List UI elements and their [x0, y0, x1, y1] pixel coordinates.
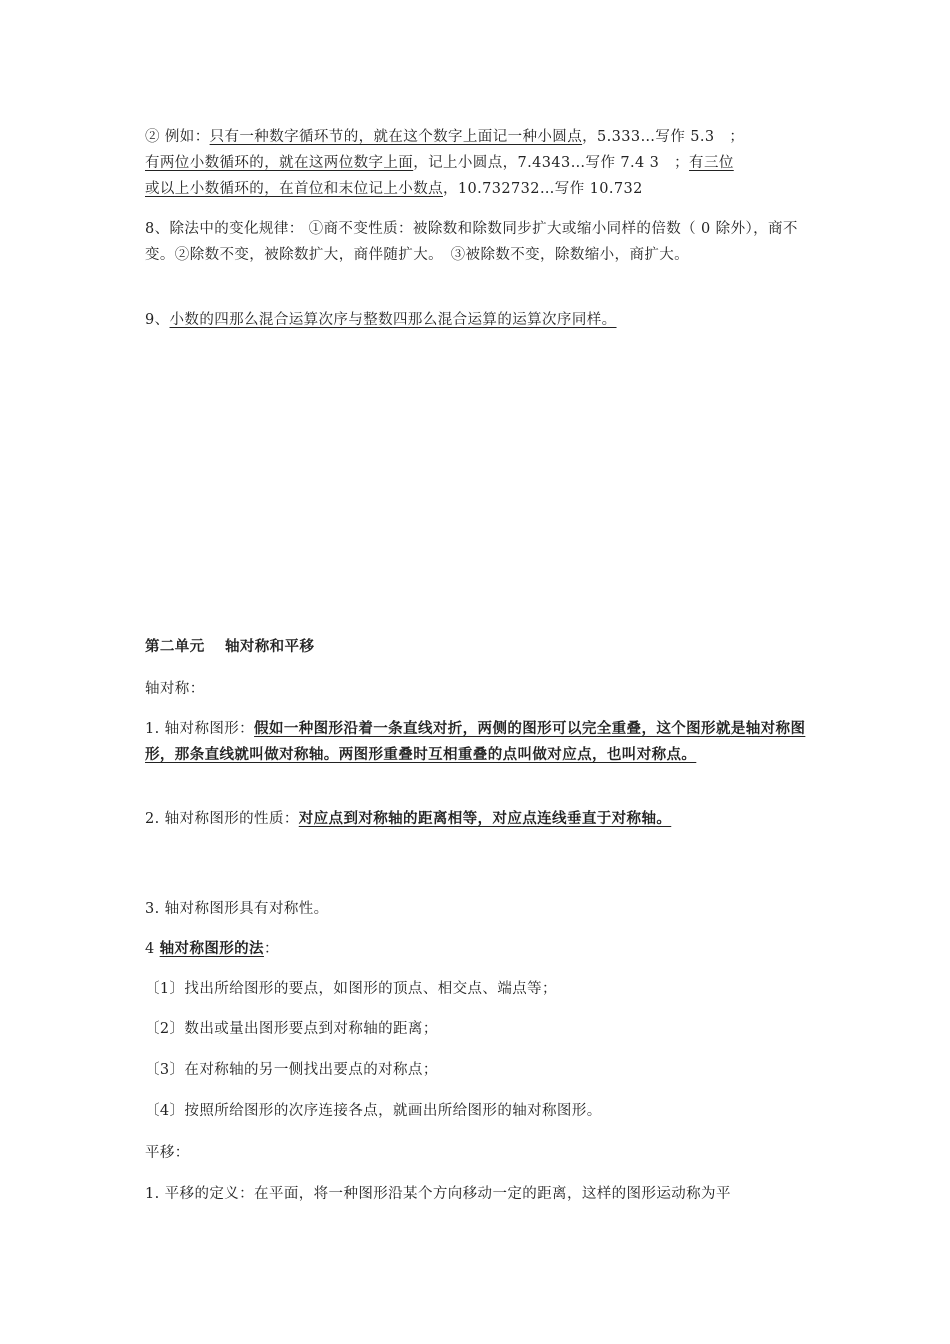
example-line-1 [145, 124, 810, 150]
property-text: 对应点到对称轴的距离相等，对应点连线垂直于对称轴。 [298, 810, 672, 827]
underlined-text: 或以上小数循环的，在首位和末位记上小数点 [145, 181, 443, 197]
method-prefix: 4 [145, 941, 160, 957]
definition-paragraph [145, 716, 810, 768]
step-item: 〔1〕找出所给图形的要点，如图形的顶点、相交点、端点等； [145, 981, 557, 997]
method-suffix: ： [263, 941, 279, 957]
underlined-text: 有两位小数循环的，就在这两位数字上面 [145, 155, 414, 171]
example-text: ，5.333…写作 5.3 ； [582, 129, 745, 145]
step-item: 〔3〕在对称轴的另一侧找出要点的对称点； [145, 1062, 438, 1078]
underlined-text: 有三位 [689, 155, 734, 171]
item-9-prefix: 9、 [145, 312, 170, 328]
definition-text: 假如一种图形沿着一条直线对折，两侧的图形可以完全重叠，这个图形就是轴对称图形，那条直线就叫做对称轴。两图形重叠时互相重叠的点叫做对应点，也叫对称点。 [145, 720, 806, 763]
example-line-3 [145, 176, 810, 202]
item-9-paragraph [145, 307, 810, 333]
item-8-paragraph: 8、除法中的变化规律： ①商不变性质：被除数和除数同步扩大或缩小同样的倍数（ 0 除外），商不变。②除数不变，被除数扩大，商伴随扩大。 ③被除数不变，除数缩小，商扩大。 [145, 221, 798, 263]
subheading-translation: 平移： [145, 1145, 190, 1161]
translation-definition: 1. 平移的定义：在平面，将一种图形沿某个方向移动一定的距离，这样的图形运动称为平 [145, 1186, 731, 1202]
underlined-text: 小数的四那么混合运算次序与整数四那么混合运算的运算次序同样。 [169, 312, 617, 328]
property-paragraph [145, 806, 810, 832]
method-title: 轴对称图形的法 [159, 940, 264, 957]
symmetry-paragraph: 3. 轴对称图形具有对称性。 [145, 901, 329, 917]
step-item: 〔2〕数出或量出图形要点到对称轴的距离； [145, 1021, 438, 1037]
example-text: ，记上小圆点，7.4343…写作 7.4 3 ； [413, 155, 690, 171]
subheading-axis-symmetry: 轴对称： [145, 681, 205, 697]
method-heading [145, 936, 810, 962]
step-item: 〔4〕按照所给图形的次序连接各点，就画出所给图形的轴对称图形。 [145, 1103, 602, 1119]
property-prefix: 2. 轴对称图形的性质： [145, 811, 299, 827]
definition-prefix: 1. 轴对称图形： [145, 721, 255, 737]
example-prefix: ② 例如： [145, 129, 210, 145]
example-line-2 [145, 150, 810, 176]
example-text: ，10.732732…写作 10.732 [443, 181, 643, 197]
section-title: 第二单元 轴对称和平移 [145, 638, 315, 655]
underlined-text: 只有一种数字循环节的，就在这个数字上面记一种小圆点 [209, 129, 583, 145]
